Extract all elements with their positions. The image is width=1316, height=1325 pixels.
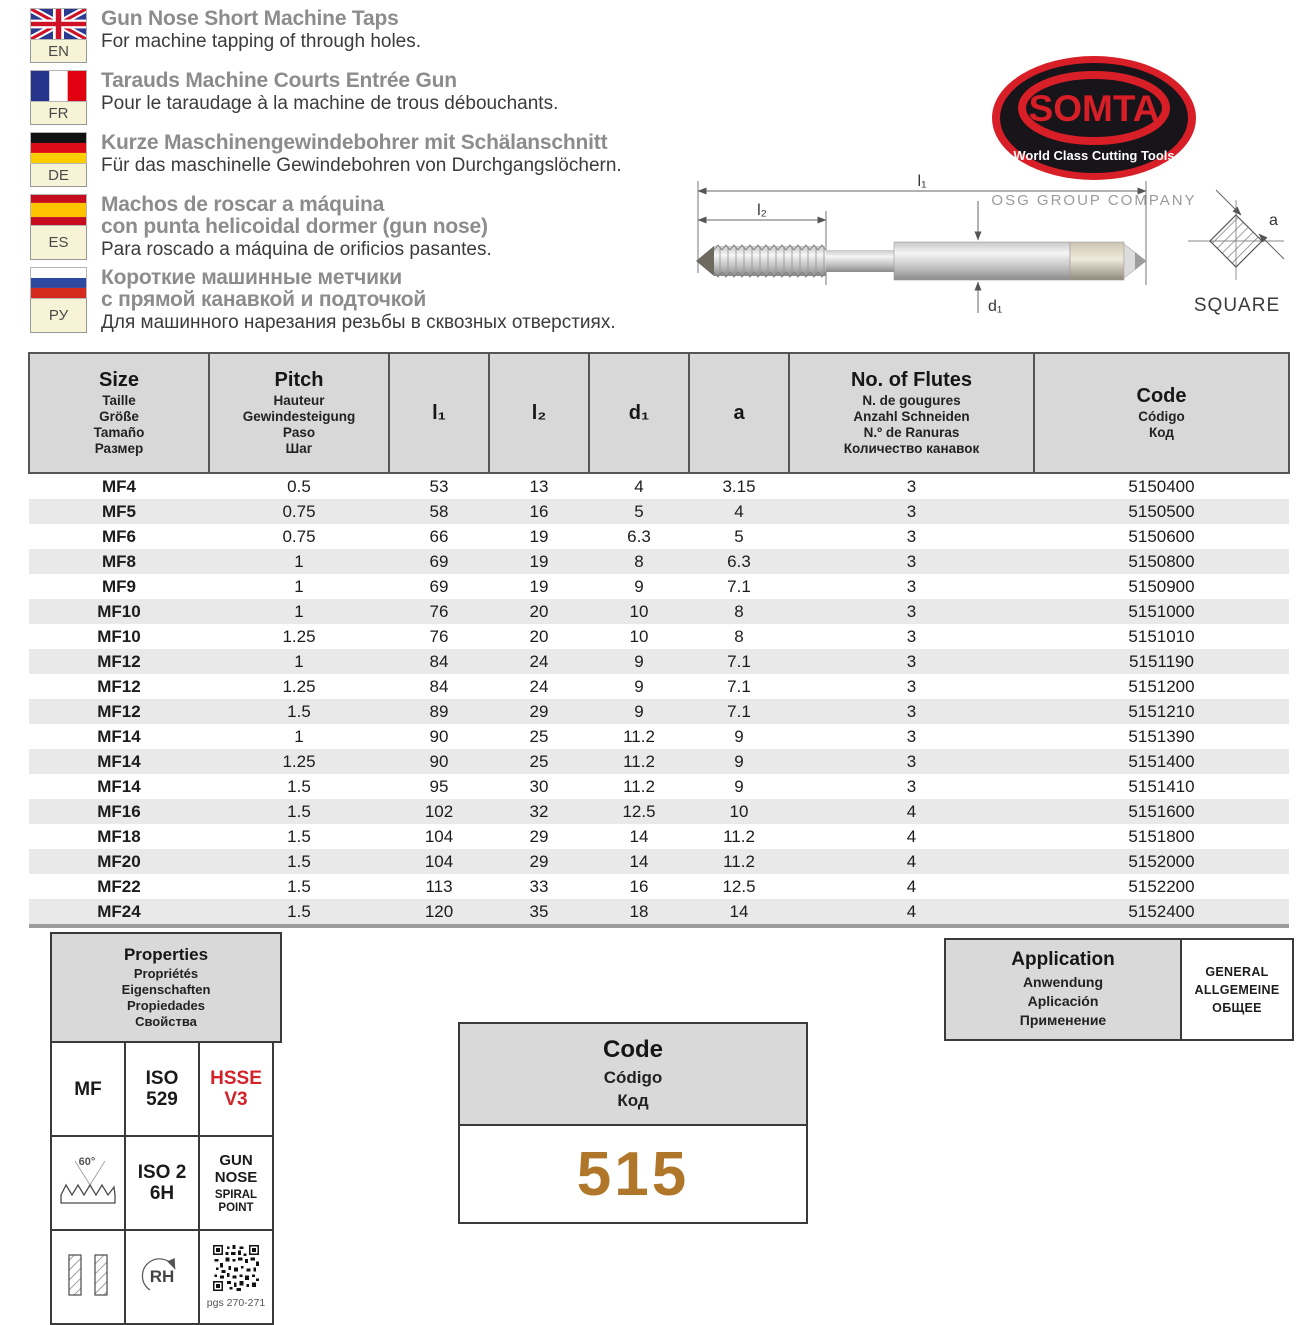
- lang-desc: Pour le taraudage à la machine de trous débouchants.: [101, 93, 559, 114]
- flag-russia-icon: [30, 267, 87, 299]
- code-box-header-sub: Código Код: [603, 1068, 663, 1110]
- tap-square-end: [1070, 242, 1124, 280]
- size-cell: MF20: [29, 849, 209, 874]
- table-row: [29, 473, 1289, 499]
- spec-cell: 4: [789, 849, 1034, 874]
- table-row: [29, 624, 1289, 649]
- spec-cell: 3: [906, 776, 917, 796]
- spec-cell: 1.5: [209, 799, 389, 824]
- spec-cell: 5151400: [1034, 749, 1289, 774]
- table-row: [29, 899, 1289, 926]
- size-cell: MF14: [29, 749, 209, 774]
- dim-a-label: a: [1269, 212, 1278, 229]
- spec-cell: 66: [429, 526, 449, 546]
- spec-cell: 5151800: [1128, 826, 1195, 846]
- spec-cell: 16: [489, 499, 589, 524]
- spec-cell: 4: [906, 826, 917, 846]
- lang-title: Gun Nose Short Machine Taps: [101, 7, 399, 30]
- lang-title: Короткие машинные метчики с прямой канавкой и подточкой: [101, 266, 427, 311]
- spec-cell: 1: [209, 549, 389, 574]
- table-row: [29, 849, 1289, 874]
- spec-cell: 120: [389, 899, 489, 926]
- through-hole-cell: [51, 1230, 125, 1324]
- spec-cell: 5152000: [1034, 849, 1289, 874]
- osg-group-label: OSG GROUP COMPANY: [991, 192, 1197, 209]
- spec-cell: 1.5: [209, 699, 389, 724]
- table-row: [29, 699, 1289, 724]
- spec-cell: 3: [789, 549, 1034, 574]
- spec-cell: 1.25: [209, 749, 389, 774]
- spec-cell: 1: [209, 649, 389, 674]
- size-cell: MF9: [102, 576, 136, 596]
- lang-block-fr: [30, 70, 685, 125]
- flag-column: [30, 8, 87, 63]
- table-row: [29, 749, 1289, 774]
- flag-column: [30, 194, 87, 260]
- spec-cell: 11.2: [623, 726, 655, 746]
- spec-cell: 11.2: [723, 826, 755, 846]
- table-row: [29, 599, 1289, 624]
- spec-cell: 5151210: [1034, 699, 1289, 724]
- tap-shank: [894, 242, 1070, 280]
- spec-cell: 4: [689, 499, 789, 524]
- code-box-header-main: Code: [603, 1036, 663, 1063]
- table-row: [29, 774, 1289, 799]
- dim-l1-label: l₁: [917, 173, 927, 190]
- spec-cell: 10: [589, 599, 689, 624]
- spec-cell: 5151410: [1128, 776, 1195, 796]
- properties-header: [50, 932, 282, 1043]
- size-cell: MF18: [97, 826, 141, 846]
- size-cell: MF12: [29, 649, 209, 674]
- properties-header-main: Properties: [123, 945, 209, 964]
- qr-cell: [199, 1230, 273, 1324]
- lang-code-label: EN: [30, 40, 87, 63]
- size-cell: MF10: [97, 626, 141, 646]
- spec-cell: 14: [589, 849, 689, 874]
- lang-code-label: FR: [30, 102, 87, 125]
- spec-cell: 3.15: [722, 476, 756, 496]
- spec-cell: 11.2: [623, 776, 655, 796]
- spec-cell: 29: [529, 826, 549, 846]
- spec-cell: 5151010: [1128, 626, 1195, 646]
- spec-cell: 19: [489, 549, 589, 574]
- spec-cell: 5152200: [1128, 876, 1195, 896]
- spec-cell: 5151390: [1128, 726, 1195, 746]
- properties-box: [50, 932, 282, 1325]
- lang-block-de: [30, 132, 685, 187]
- header-flutes-main: No. of Flutes: [850, 369, 973, 391]
- spec-cell: 1.25: [282, 676, 316, 696]
- size-cell: MF14: [97, 726, 141, 746]
- spec-cell: 9: [589, 649, 689, 674]
- spec-cell: 5150900: [1128, 576, 1195, 596]
- spec-cell: 3: [789, 599, 1034, 624]
- spec-cell: 0.5: [287, 476, 311, 496]
- spec-cell: 84: [389, 649, 489, 674]
- size-cell: MF4: [102, 476, 136, 496]
- spec-cell: 5151190: [1034, 649, 1289, 674]
- header-code-sub: Código Код: [1138, 409, 1185, 440]
- spec-cell: 1: [294, 726, 304, 746]
- flag-column: [30, 267, 87, 333]
- spec-cell: 9: [634, 576, 644, 596]
- spec-cell: 76: [389, 599, 489, 624]
- spec-cell: 10: [629, 626, 649, 646]
- code-box-header: [458, 1022, 808, 1126]
- lang-desc: Для машинного нарезания резьбы в сквозных отверстиях.: [101, 312, 616, 333]
- qr-caption: pgs 270-271: [206, 1297, 266, 1309]
- spec-cell: 104: [424, 826, 454, 846]
- spec-cell: 3: [789, 749, 1034, 774]
- lang-title: Kurze Maschinengewindebohrer mit Schälanschnitt: [101, 131, 608, 154]
- spec-cell: 1.5: [287, 776, 311, 796]
- tap-tip: [696, 246, 714, 276]
- code-value: 515: [576, 1139, 690, 1209]
- square-section-icon: [1180, 186, 1294, 294]
- table-header-row: [29, 353, 1289, 473]
- header-size: [29, 353, 209, 473]
- spec-cell: 6.3: [627, 526, 651, 546]
- spec-cell: 1: [209, 599, 389, 624]
- spec-cell: 5150800: [1034, 549, 1289, 574]
- flag-germany-icon: [30, 132, 87, 164]
- table-row: [29, 874, 1289, 899]
- application-header: [944, 938, 1182, 1041]
- application-header-sub: Anwendung Aplicación Применение: [1019, 974, 1107, 1028]
- spec-cell: 32: [489, 799, 589, 824]
- spec-cell: 10: [689, 799, 789, 824]
- spec-cell: 5: [734, 526, 744, 546]
- flag-france-icon: [30, 70, 87, 102]
- iso2-6h-cell: ISO 2 6H: [125, 1136, 199, 1230]
- size-cell: MF5: [29, 499, 209, 524]
- spec-cell: 1.5: [209, 849, 389, 874]
- size-cell: MF14: [97, 776, 141, 796]
- table-row: [29, 499, 1289, 524]
- properties-grid: [50, 1041, 274, 1325]
- spec-cell: 24: [489, 649, 589, 674]
- application-value: GENERAL ALLGEMEINE ОБЩЕЕ: [1182, 938, 1294, 1041]
- rh-rotation-cell: [125, 1230, 199, 1324]
- spec-cell: 5150600: [1128, 526, 1195, 546]
- table-row: [29, 549, 1289, 574]
- spec-cell: 8: [689, 599, 789, 624]
- spec-cell: 14: [689, 899, 789, 926]
- flag-column: [30, 70, 87, 125]
- lang-block-ru: [30, 267, 685, 333]
- tap-drawing: [678, 173, 1178, 323]
- spec-cell: 89: [389, 699, 489, 724]
- spec-cell: 9: [734, 726, 744, 746]
- table-row: [29, 574, 1289, 599]
- flag-uk-icon: [30, 8, 87, 40]
- size-cell: MF16: [29, 799, 209, 824]
- lang-title: Machos de roscar a máquina con punta helicoidal dormer (gun nose): [101, 193, 488, 238]
- spec-cell: 76: [429, 626, 449, 646]
- spec-cell: 18: [589, 899, 689, 926]
- spec-cell: 9: [689, 749, 789, 774]
- header-flutes: [789, 353, 1034, 473]
- header-pitch: [209, 353, 389, 473]
- spec-cell: 29: [489, 699, 589, 724]
- spec-cell: 1.5: [209, 899, 389, 926]
- spec-cell: 4: [789, 899, 1034, 926]
- spec-cell: 1.5: [287, 876, 311, 896]
- spec-cell: 4: [789, 799, 1034, 824]
- spec-cell: 20: [529, 626, 549, 646]
- lang-code-label: DE: [30, 164, 87, 187]
- svg-text:60°: 60°: [78, 1155, 96, 1168]
- spec-cell: 69: [429, 576, 449, 596]
- spec-cell: 19: [529, 576, 549, 596]
- table-row: [29, 649, 1289, 674]
- spec-cell: 5152400: [1034, 899, 1289, 926]
- spec-cell: 90: [429, 726, 449, 746]
- lang-code-label: ES: [30, 226, 87, 260]
- size-cell: MF24: [29, 899, 209, 926]
- size-cell: MF12: [29, 699, 209, 724]
- size-cell: MF10: [29, 599, 209, 624]
- spec-cell: 12.5: [589, 799, 689, 824]
- spec-cell: 20: [489, 599, 589, 624]
- spec-table: [28, 352, 1290, 928]
- lang-block-en: [30, 8, 685, 63]
- spec-cell: 102: [389, 799, 489, 824]
- header-size-sub: Taille Größe Tamaño Размер: [93, 393, 145, 456]
- spec-cell: 104: [389, 849, 489, 874]
- spec-cell: 1.5: [287, 826, 311, 846]
- spec-cell: 9: [634, 676, 644, 696]
- spec-table-body: [29, 473, 1289, 926]
- logo-tagline: World Class Cutting Tools: [1013, 148, 1175, 163]
- header-size-main: Size: [98, 369, 140, 391]
- spec-cell: 25: [529, 726, 549, 746]
- spec-cell: 3: [789, 499, 1034, 524]
- lang-desc: For machine tapping of through holes.: [101, 31, 422, 52]
- spec-cell: 7.1: [727, 676, 751, 696]
- spec-cell: 19: [529, 526, 549, 546]
- somta-logo-text: SOMTA: [1028, 88, 1160, 129]
- table-row: [29, 524, 1289, 549]
- spec-cell: 29: [489, 849, 589, 874]
- spec-cell: 7.1: [727, 576, 751, 596]
- size-cell: MF22: [97, 876, 141, 896]
- table-row: [29, 674, 1289, 699]
- header-code: [1034, 353, 1289, 473]
- spec-cell: 3: [789, 699, 1034, 724]
- lang-desc: Für das maschinelle Gewindebohren von Durchgangslöchern.: [101, 155, 622, 176]
- spec-cell: 9: [734, 776, 744, 796]
- header-flutes-sub: N. de gougures Anzahl Schneiden N.º de Ranuras Количество канавок: [843, 393, 980, 456]
- header-l2: l₂: [489, 353, 589, 473]
- table-row: [29, 799, 1289, 824]
- iso-529-cell: ISO 529: [125, 1042, 199, 1136]
- qr-code-icon: [213, 1245, 259, 1291]
- spec-cell: 3: [906, 526, 917, 546]
- spec-cell: 4: [906, 876, 917, 896]
- spec-cell: 6.3: [689, 549, 789, 574]
- table-row: [29, 724, 1289, 749]
- thread-profile-icon: [56, 1153, 120, 1209]
- spec-cell: 1.25: [282, 626, 316, 646]
- spec-cell: 5151600: [1034, 799, 1289, 824]
- spec-cell: 9: [589, 699, 689, 724]
- header-l1: l₁: [389, 353, 489, 473]
- flag-spain-icon: [30, 194, 87, 226]
- hsse-v3-cell: HSSE V3: [199, 1042, 273, 1136]
- size-cell: MF6: [102, 526, 136, 546]
- spec-cell: 95: [429, 776, 449, 796]
- spec-cell: 33: [529, 876, 549, 896]
- lang-desc: Para roscado a máquina de orificios pasantes.: [101, 239, 492, 260]
- table-row: [29, 824, 1289, 849]
- application-header-main: Application: [1011, 949, 1115, 970]
- spec-cell: 84: [429, 676, 449, 696]
- spec-cell: 30: [529, 776, 549, 796]
- language-header-column: [30, 8, 685, 340]
- thread-type-cell: MF: [51, 1042, 125, 1136]
- tap-neck: [826, 250, 894, 272]
- spec-cell: 8: [589, 549, 689, 574]
- spec-cell: 3: [906, 726, 917, 746]
- spec-cell: 3: [906, 476, 917, 496]
- spec-cell: 7.1: [689, 649, 789, 674]
- flag-column: [30, 132, 87, 187]
- spec-cell: 24: [529, 676, 549, 696]
- spec-cell: 5151000: [1034, 599, 1289, 624]
- spec-cell: 11.2: [689, 849, 789, 874]
- spec-cell: 4: [634, 476, 644, 496]
- size-cell: MF12: [97, 676, 141, 696]
- thread-angle-cell: [51, 1136, 125, 1230]
- spec-cell: 13: [529, 476, 549, 496]
- header-a: a: [689, 353, 789, 473]
- spec-cell: 0.75: [209, 499, 389, 524]
- spec-cell: 0.75: [282, 526, 316, 546]
- header-pitch-sub: Hauteur Gewindesteigung Paso Шаг: [242, 393, 356, 456]
- spec-cell: 3: [906, 676, 917, 696]
- spec-cell: 69: [389, 549, 489, 574]
- spec-cell: 8: [734, 626, 744, 646]
- square-label: SQUARE: [1193, 295, 1281, 316]
- header-d1: d₁: [589, 353, 689, 473]
- dim-l2-label: l₂: [757, 202, 767, 219]
- spec-cell: 11.2: [589, 749, 689, 774]
- spec-cell: 53: [429, 476, 449, 496]
- gun-nose-cell: GUN NOSE SPIRAL POINT: [199, 1136, 273, 1230]
- spec-cell: 3: [906, 576, 917, 596]
- code-box-body: [458, 1126, 808, 1224]
- spec-cell: 16: [629, 876, 649, 896]
- spec-cell: 5: [589, 499, 689, 524]
- spec-cell: 1: [294, 576, 304, 596]
- spec-cell: 25: [489, 749, 589, 774]
- spec-cell: 12.5: [722, 876, 756, 896]
- spec-cell: 3: [789, 649, 1034, 674]
- spec-cell: 5150500: [1034, 499, 1289, 524]
- spec-cell: 3: [906, 626, 917, 646]
- lang-block-es: [30, 194, 685, 260]
- size-cell: MF8: [29, 549, 209, 574]
- square-section-area: [1180, 186, 1294, 316]
- dim-d1-label: d₁: [988, 298, 1003, 315]
- lang-code-label: РУ: [30, 299, 87, 333]
- somta-logo: [989, 55, 1199, 183]
- svg-text:RH: RH: [149, 1266, 175, 1286]
- spec-cell: 5150400: [1128, 476, 1195, 496]
- application-box: [944, 938, 1294, 1041]
- spec-cell: 90: [389, 749, 489, 774]
- properties-header-sub: Propriétés Eigenschaften Propiedades Свойства: [121, 966, 211, 1029]
- header-code-main: Code: [1136, 385, 1187, 407]
- spec-cell: 35: [489, 899, 589, 926]
- rh-rotation-icon: [134, 1249, 190, 1301]
- spec-cell: 5151200: [1128, 676, 1195, 696]
- lang-title: Tarauds Machine Courts Entrée Gun: [101, 69, 457, 92]
- code-box: [458, 1022, 808, 1224]
- spec-cell: 113: [425, 876, 453, 896]
- spec-cell: 14: [629, 826, 649, 846]
- spec-cell: 7.1: [689, 699, 789, 724]
- through-hole-icon: [60, 1249, 116, 1301]
- spec-cell: 58: [389, 499, 489, 524]
- header-pitch-main: Pitch: [274, 369, 324, 391]
